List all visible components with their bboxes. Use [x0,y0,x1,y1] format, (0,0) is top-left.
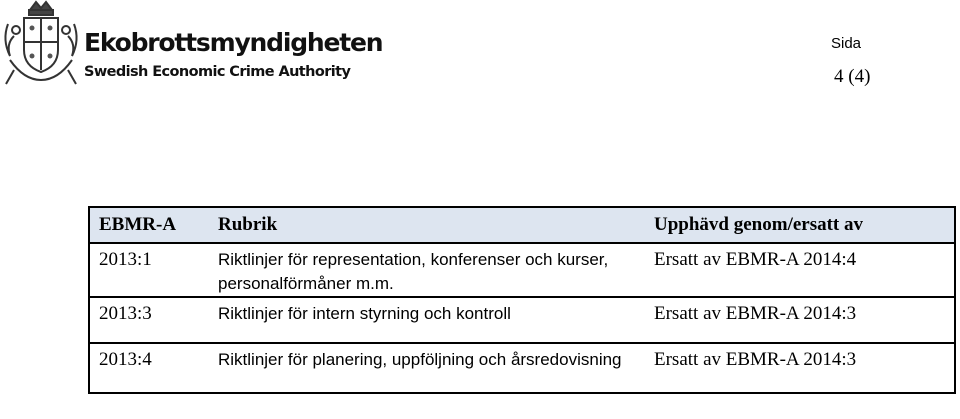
table-header-row [89,207,955,243]
org-name-swedish: Ekobrottsmyndigheten [84,28,383,57]
regulation-id: 2013:4 [89,343,209,393]
regulation-replaced-by: Ersatt av EBMR-A 2014:4 [650,243,955,297]
regulations-table [88,206,956,394]
table-row [89,243,955,297]
column-header-title: Rubrik [209,207,650,243]
coat-of-arms-icon [0,0,82,88]
column-header-replaced-by: Upphävd genom/ersatt av [650,207,955,243]
authority-logo [0,0,383,90]
regulation-title: Riktlinjer för planering, uppföljning och årsredovisning [209,343,650,393]
regulation-title: Riktlinjer för intern styrning och kontroll [209,297,650,343]
regulation-id: 2013:3 [89,297,209,343]
page-label: Sida [831,35,862,52]
org-name-english: Swedish Economic Crime Authority [84,64,351,80]
regulation-replaced-by: Ersatt av EBMR-A 2014:3 [650,343,955,393]
table-row [89,297,955,343]
regulation-title: Riktlinjer för representation, konferenser och kurser, personalförmåner m.m. [209,243,650,297]
page-number: 4 (4) [834,66,871,87]
regulation-id: 2013:1 [89,243,209,297]
regulation-replaced-by: Ersatt av EBMR-A 2014:3 [650,297,955,343]
column-header-id: EBMR-A [89,207,209,243]
table-row [89,343,955,393]
